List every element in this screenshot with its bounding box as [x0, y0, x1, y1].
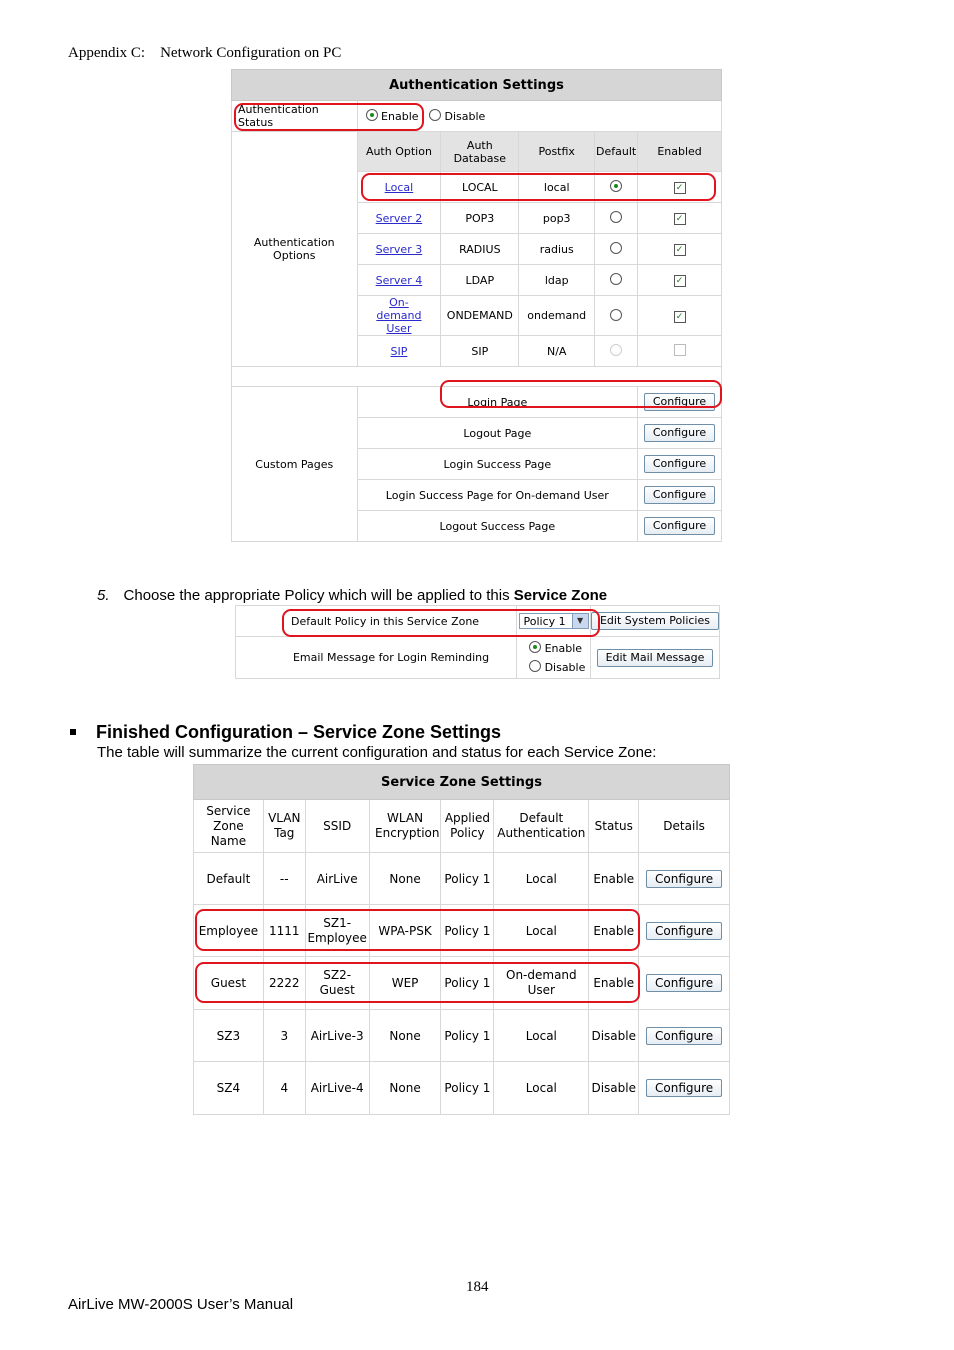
auth-option-link[interactable]: Server 2 [375, 211, 423, 225]
col-zone-name-text: Service Zone Name [206, 803, 251, 848]
configure-button[interactable]: Configure [646, 1027, 722, 1045]
step-number: 5. [97, 587, 110, 604]
auth-option-link[interactable]: Server 3 [375, 242, 423, 256]
enable-radio[interactable] [366, 109, 378, 121]
configure-button[interactable]: Configure [644, 517, 715, 535]
zone-ssid [305, 905, 369, 957]
email-disable-label: Disable [544, 660, 586, 674]
col-auth-database: Auth Database [441, 132, 519, 172]
col-auth-option: Auth Option [357, 132, 441, 172]
authentication-status-options [357, 101, 721, 132]
zone-status: Enable [589, 905, 639, 957]
disable-label: Disable [444, 110, 486, 123]
authentication-status-label: Authentication Status [232, 101, 358, 132]
default-radio[interactable] [610, 242, 622, 254]
zone-name: Employee [194, 905, 264, 957]
default-radio [610, 344, 622, 356]
step-text: Choose the appropriate Policy which will be applied to this [123, 587, 514, 604]
configure-button[interactable]: Configure [646, 974, 722, 992]
zone-status: Enable [589, 957, 639, 1010]
auth-database: LDAP [441, 265, 519, 296]
disable-radio[interactable] [429, 109, 441, 121]
configure-button[interactable]: Configure [644, 424, 715, 442]
zone-vlan: 3 [263, 1010, 305, 1062]
zone-policy: Policy 1 [441, 1062, 494, 1115]
zone-auth: Local [494, 905, 589, 957]
auth-postfix: ldap [519, 265, 595, 296]
custom-page-name: Logout Success Page [357, 511, 638, 542]
chevron-down-icon: ▼ [572, 614, 588, 628]
zone-vlan: 2222 [263, 957, 305, 1010]
policy-panel [235, 605, 720, 679]
auth-postfix: pop3 [519, 203, 595, 234]
auth-option-link[interactable]: SIP [390, 344, 408, 358]
auth-database: RADIUS [441, 234, 519, 265]
zone-name: Default [194, 853, 264, 905]
zone-ssid: AirLive-3 [305, 1010, 369, 1062]
col-default: Default [595, 132, 638, 172]
auth-option-link[interactable]: Local [384, 180, 414, 194]
zone-vlan: -- [263, 853, 305, 905]
configure-button[interactable]: Configure [644, 486, 715, 504]
col-default-authentication [494, 800, 589, 853]
default-policy-label: Default Policy in this Service Zone [236, 606, 517, 637]
default-radio[interactable] [610, 309, 622, 321]
enabled-checkbox [674, 344, 686, 356]
page-number: 184 [466, 1279, 489, 1295]
zone-name: SZ4 [194, 1062, 264, 1115]
col-vlan-tag-text: VLAN Tag [268, 811, 301, 840]
enabled-checkbox[interactable]: ✓ [674, 182, 686, 194]
service-zone-settings-panel [193, 764, 730, 1115]
step-bold: Service Zone [513, 587, 608, 604]
section-heading [68, 722, 501, 743]
col-default-authentication-text: Default Authentication [497, 811, 586, 840]
email-disable-radio[interactable] [529, 660, 541, 672]
edit-system-policies-button[interactable]: Edit System Policies [591, 612, 719, 630]
zone-encryption: WPA-PSK [369, 905, 441, 957]
email-enable-label: Enable [544, 641, 583, 655]
page-footer: AirLive MW-2000S User’s Manual [68, 1296, 294, 1313]
spacer-row [232, 367, 722, 387]
zone-vlan: 1111 [263, 905, 305, 957]
col-vlan-tag [263, 800, 305, 853]
bullet-icon [70, 729, 76, 735]
zone-ssid [305, 957, 369, 1010]
section-title: Finished Configuration – Service Zone Settings [96, 722, 502, 742]
enabled-checkbox[interactable]: ✓ [674, 311, 686, 323]
auth-postfix: local [519, 172, 595, 203]
configure-button[interactable]: Configure [644, 393, 715, 411]
step-instruction [97, 587, 607, 604]
default-radio[interactable] [610, 211, 622, 223]
col-ssid: SSID [305, 800, 369, 853]
email-message-label: Email Message for Login Reminding [236, 637, 517, 679]
zone-policy: Policy 1 [441, 957, 494, 1010]
zone-auth: Local [494, 1062, 589, 1115]
col-zone-name [194, 800, 264, 853]
col-wlan-encryption [369, 800, 441, 853]
zone-auth: Local [494, 1010, 589, 1062]
edit-mail-message-button[interactable]: Edit Mail Message [597, 649, 714, 667]
zone-vlan: 4 [263, 1062, 305, 1115]
policy-selected-value: Policy 1 [523, 615, 566, 628]
custom-page-name: Login Success Page for On-demand User [357, 480, 638, 511]
auth-option-link[interactable]: Server 4 [375, 273, 423, 287]
zone-status: Disable [589, 1010, 639, 1062]
auth-postfix: ondemand [519, 296, 595, 336]
custom-page-name: Logout Page [357, 418, 638, 449]
zone-auth [494, 957, 589, 1010]
enabled-checkbox[interactable]: ✓ [674, 244, 686, 256]
zone-status: Disable [589, 1062, 639, 1115]
page-header: Appendix C: Network Configuration on PC [68, 45, 342, 61]
enabled-checkbox[interactable]: ✓ [674, 275, 686, 287]
zone-ssid-text: SZ1-Employee [307, 915, 367, 945]
policy-select[interactable] [519, 613, 589, 629]
col-wlan-encryption-text: WLAN Encryption [375, 811, 440, 840]
default-radio[interactable] [610, 273, 622, 285]
auth-database: ONDEMAND [441, 296, 519, 336]
default-radio[interactable] [610, 180, 622, 192]
zone-policy: Policy 1 [441, 1010, 494, 1062]
custom-pages-label: Custom Pages [232, 387, 358, 542]
zone-encryption: WEP [369, 957, 441, 1010]
zone-encryption: None [369, 1062, 441, 1115]
custom-page-name: Login Success Page [357, 449, 638, 480]
col-details: Details [639, 800, 730, 853]
zone-name: Guest [194, 957, 264, 1010]
authentication-settings-panel [231, 69, 722, 542]
configure-button[interactable]: Configure [644, 455, 715, 473]
enabled-checkbox[interactable]: ✓ [674, 213, 686, 225]
zone-encryption: None [369, 1010, 441, 1062]
email-reminder-options [517, 637, 591, 679]
zone-auth: Local [494, 853, 589, 905]
col-enabled: Enabled [638, 132, 722, 172]
configure-button[interactable]: Configure [646, 870, 722, 888]
zone-status: Enable [589, 853, 639, 905]
panel-title: Service Zone Settings [194, 765, 730, 800]
col-applied-policy-text: Applied Policy [444, 811, 490, 840]
zone-policy: Policy 1 [441, 853, 494, 905]
auth-database: POP3 [441, 203, 519, 234]
zone-ssid: AirLive-4 [305, 1062, 369, 1115]
col-status: Status [589, 800, 639, 853]
configure-button[interactable]: Configure [646, 1079, 722, 1097]
email-enable-radio[interactable] [529, 641, 541, 653]
section-description: The table will summarize the current configuration and status for each Service Zone: [97, 744, 657, 761]
auth-database: SIP [441, 336, 519, 367]
auth-postfix: N/A [519, 336, 595, 367]
zone-policy: Policy 1 [441, 905, 494, 957]
auth-database: LOCAL [441, 172, 519, 203]
panel-title: Authentication Settings [232, 70, 722, 101]
col-postfix: Postfix [519, 132, 595, 172]
col-applied-policy [441, 800, 494, 853]
authentication-options-label: Authentication Options [232, 132, 358, 367]
enable-label: Enable [381, 110, 419, 123]
auth-option-link[interactable]: On-demand User [376, 296, 422, 335]
configure-button[interactable]: Configure [646, 922, 722, 940]
custom-page-name: Login Page [357, 387, 638, 418]
zone-auth-text: On-demand User [506, 968, 577, 997]
zone-ssid: AirLive [305, 853, 369, 905]
auth-postfix: radius [519, 234, 595, 265]
zone-ssid-text: SZ2-Guest [319, 968, 355, 997]
zone-encryption: None [369, 853, 441, 905]
zone-name: SZ3 [194, 1010, 264, 1062]
